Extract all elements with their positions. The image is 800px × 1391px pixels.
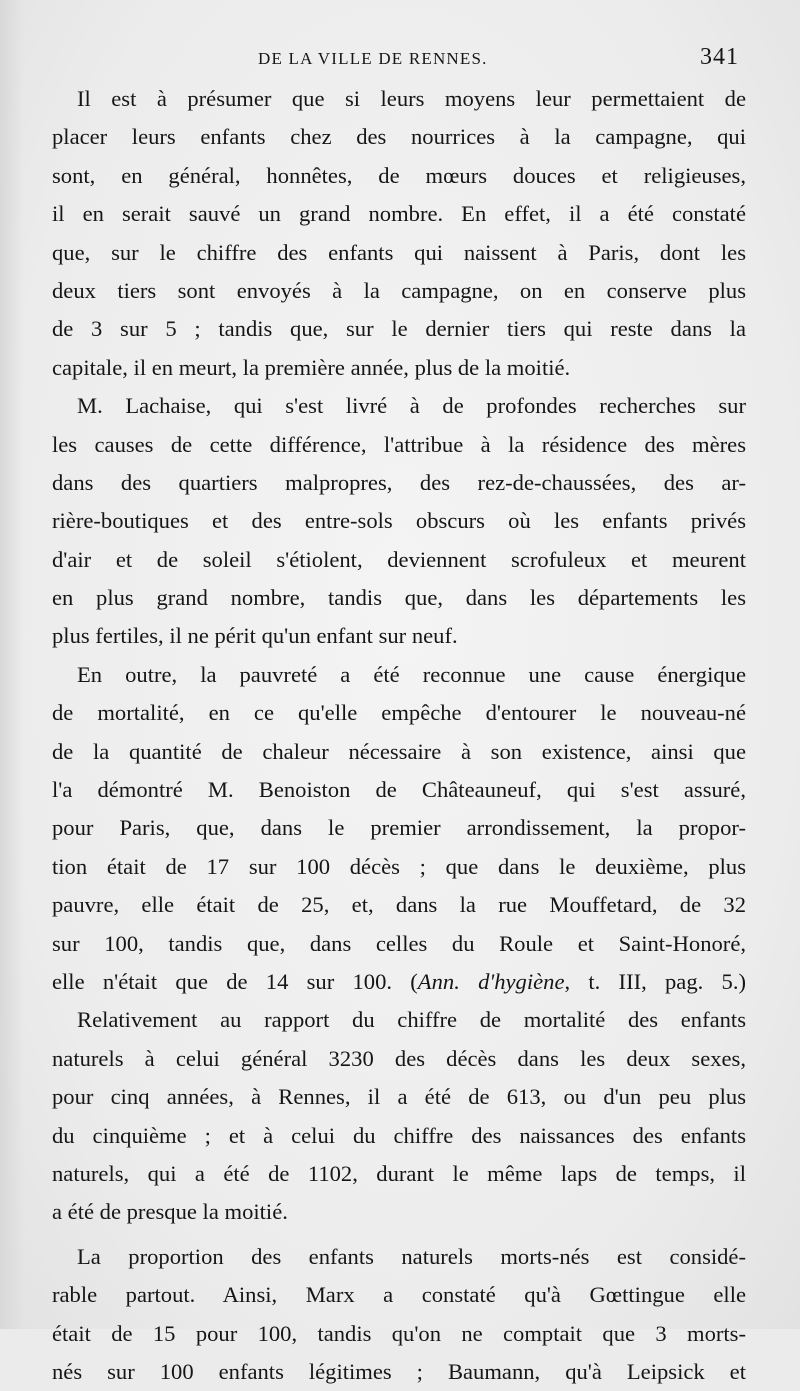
text-line: sont, en général, honnêtes, de mœurs douces et religieuses, — [52, 162, 746, 188]
text-line: naturels, qui a été de 1102, durant le même laps de temps, il — [52, 1160, 746, 1186]
text-line: de la quantité de chaleur nécessaire à son existence, ainsi que — [52, 738, 746, 764]
text-line: M. Lachaise, qui s'est livré à de profondes recherches sur — [77, 393, 746, 419]
page-number: 341 — [700, 44, 739, 70]
text-line: dans des quartiers malpropres, des rez-de-chaussées, des ar- — [52, 469, 746, 495]
paragraph — [52, 80, 746, 387]
running-head — [0, 44, 800, 74]
text-line: était de 15 pour 100, tandis qu'on ne comptait que 3 morts- — [52, 1320, 746, 1346]
text-line: plus fertiles, il ne périt qu'un enfant sur neuf. — [52, 623, 458, 649]
text-line: pauvre, elle était de 25, et, dans la rue Mouffetard, de 32 — [52, 892, 746, 918]
paragraph — [52, 1238, 746, 1391]
paragraph — [52, 387, 746, 656]
text-line: pour cinq années, à Rennes, il a été de 613, ou d'un peu plus — [52, 1084, 746, 1110]
text-line: de 3 sur 5 ; tandis que, sur le dernier tiers qui reste dans la — [52, 316, 746, 342]
text-line: que, sur le chiffre des enfants qui naissent à Paris, dont les — [52, 239, 746, 265]
text-line: placer leurs enfants chez des nourrices à la campagne, qui — [52, 124, 746, 150]
text-line: En outre, la pauvreté a été reconnue une cause énergique — [77, 661, 746, 687]
text-line: elle n'était que de 14 sur 100. (Ann. d'hygiène, t. III, pag. 5.) — [52, 968, 746, 994]
text-line: il en serait sauvé un grand nombre. En effet, il a été constaté — [52, 201, 746, 227]
text-line: capitale, il en meurt, la première année, plus de la moitié. — [52, 354, 571, 380]
text-line: d'air et de soleil s'étiolent, deviennent scrofuleux et meurent — [52, 546, 746, 572]
text-line: Relativement au rapport du chiffre de mortalité des enfants — [77, 1007, 746, 1033]
body-text — [52, 80, 746, 1391]
text-line: a été de presque la moitié. — [52, 1199, 288, 1225]
page-edge-shadow — [0, 0, 24, 1329]
text-line: pour Paris, que, dans le premier arrondissement, la propor- — [52, 815, 746, 841]
text-line: tion était de 17 sur 100 décès ; que dans le deuxième, plus — [52, 853, 746, 879]
text-line: rière-boutiques et des entre-sols obscurs où les enfants privés — [52, 508, 746, 534]
paragraph — [52, 1001, 746, 1231]
text-line: Il est à présumer que si leurs moyens leur permettaient de — [77, 86, 746, 111]
text-line: du cinquième ; et à celui du chiffre des naissances des enfants — [52, 1122, 746, 1148]
paragraph — [52, 656, 746, 1002]
text-line: sur 100, tandis que, dans celles du Roule et Saint-Honoré, — [52, 930, 746, 956]
text-line: rable partout. Ainsi, Marx a constaté qu'à Gœttingue elle — [52, 1282, 746, 1308]
text-line: La proportion des enfants naturels morts-nés est considé- — [77, 1243, 746, 1269]
text-line: en plus grand nombre, tandis que, dans les départements les — [52, 585, 746, 611]
text-line: deux tiers sont envoyés à la campagne, on en conserve plus — [52, 277, 746, 303]
running-title: DE LA VILLE DE RENNES. — [258, 49, 488, 68]
text-line: naturels à celui général 3230 des décès dans les deux sexes, — [52, 1045, 746, 1071]
text-line: de mortalité, en ce qu'elle empêche d'entourer le nouveau-né — [52, 700, 746, 726]
text-line: les causes de cette différence, l'attribue à la résidence des mères — [52, 431, 746, 457]
text-line: l'a démontré M. Benoiston de Châteauneuf, qui s'est assuré, — [52, 777, 746, 803]
text-line: nés sur 100 enfants légitimes ; Baumann, qu'à Leipsick et — [52, 1358, 746, 1384]
